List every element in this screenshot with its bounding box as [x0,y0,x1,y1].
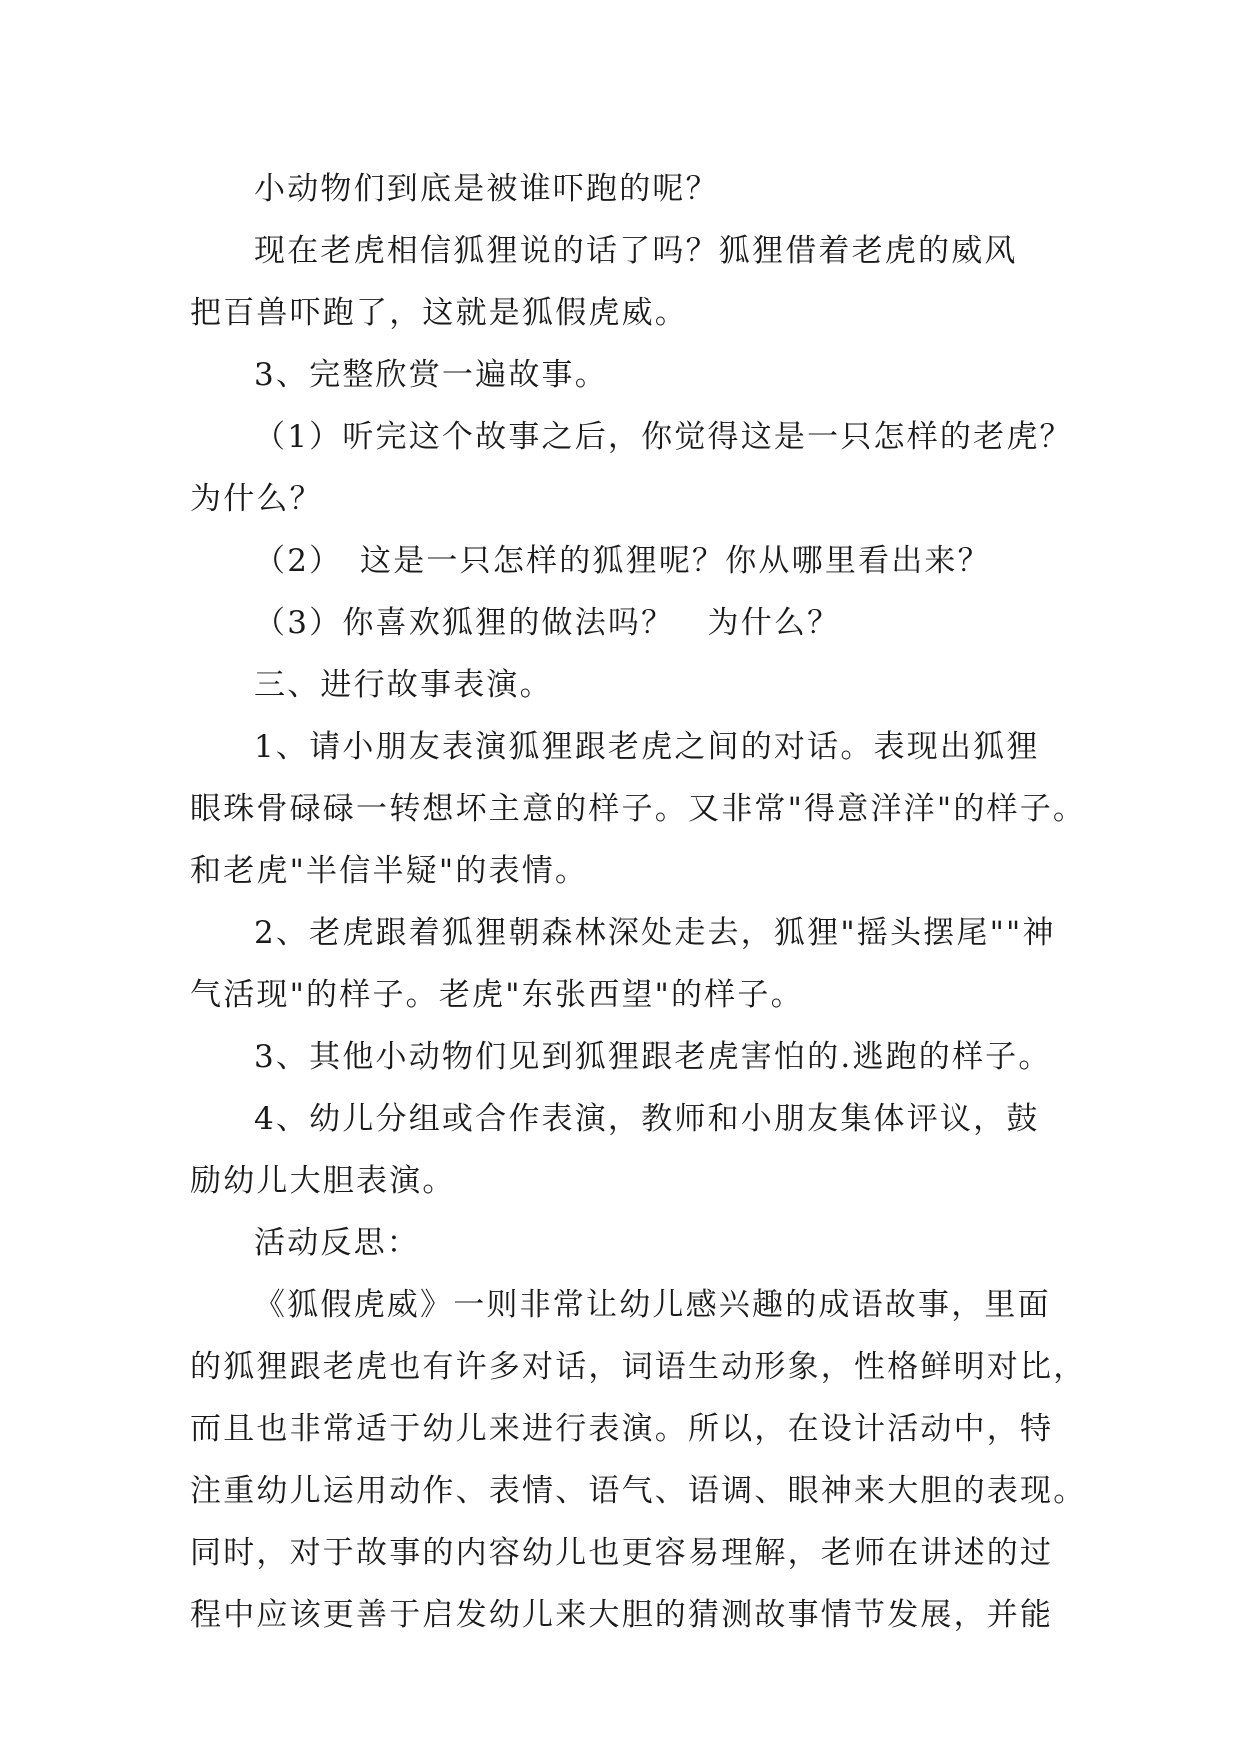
paragraph-line: 励幼儿大胆表演。 [190,1163,456,1199]
paragraph-line: 3、完整欣赏一遍故事。 [254,357,608,393]
paragraph-line: （2） 这是一只怎样的狐狸呢？你从哪里看出来？ [254,543,991,579]
paragraph-line: 为什么？ [190,481,323,517]
paragraph-line: 程中应该更善于启发幼儿来大胆的猜测故事情节发展，并能 [190,1597,1054,1633]
paragraph-line: 同时，对于故事的内容幼儿也更容易理解，老师在讲述的过 [190,1535,1054,1571]
document-body [190,158,1087,1646]
paragraph-line: 而且也非常适于幼儿来进行表演。所以，在设计活动中，特 [190,1411,1054,1447]
paragraph-line: 4、幼儿分组或合作表演，教师和小朋友集体评议，鼓 [254,1101,1040,1137]
paragraph-line: （3）你喜欢狐狸的做法吗？ 为什么？ [254,605,841,641]
paragraph-line: 眼珠骨碌碌一转想坏主意的样子。又非常"得意洋洋"的样子。 [190,791,1087,827]
paragraph-line: 小动物们到底是被谁吓跑的呢？ [254,171,719,207]
paragraph-line: 现在老虎相信狐狸说的话了吗？狐狸借着老虎的威风 [254,233,1018,269]
paragraph-line: 注重幼儿运用动作、表情、语气、语调、眼神来大胆的表现。 [190,1473,1087,1509]
paragraph-line: （1）听完这个故事之后，你觉得这是一只怎样的老虎？ [254,419,1073,455]
section-heading: 活动反思： [254,1225,420,1261]
paragraph-line: 3、其他小动物们见到狐狸跟老虎害怕的.逃跑的样子。 [254,1039,1052,1075]
paragraph-line: 《狐假虎威》一则非常让幼儿感兴趣的成语故事，里面 [254,1287,1051,1323]
paragraph-line: 和老虎"半信半疑"的表情。 [190,853,589,889]
paragraph-line: 把百兽吓跑了，这就是狐假虎威。 [190,295,688,331]
paragraph-line: 气活现"的样子。老虎"东张西望"的样子。 [190,977,804,1013]
section-heading: 三、进行故事表演。 [254,667,553,703]
paragraph-line: 2、老虎跟着狐狸朝森林深处走去，狐狸"摇头摆尾""神 [254,915,1056,951]
paragraph-line: 的狐狸跟老虎也有许多对话，词语生动形象，性格鲜明对比， [190,1349,1087,1385]
paragraph-line: 1、请小朋友表演狐狸跟老虎之间的对话。表现出狐狸 [254,729,1040,765]
